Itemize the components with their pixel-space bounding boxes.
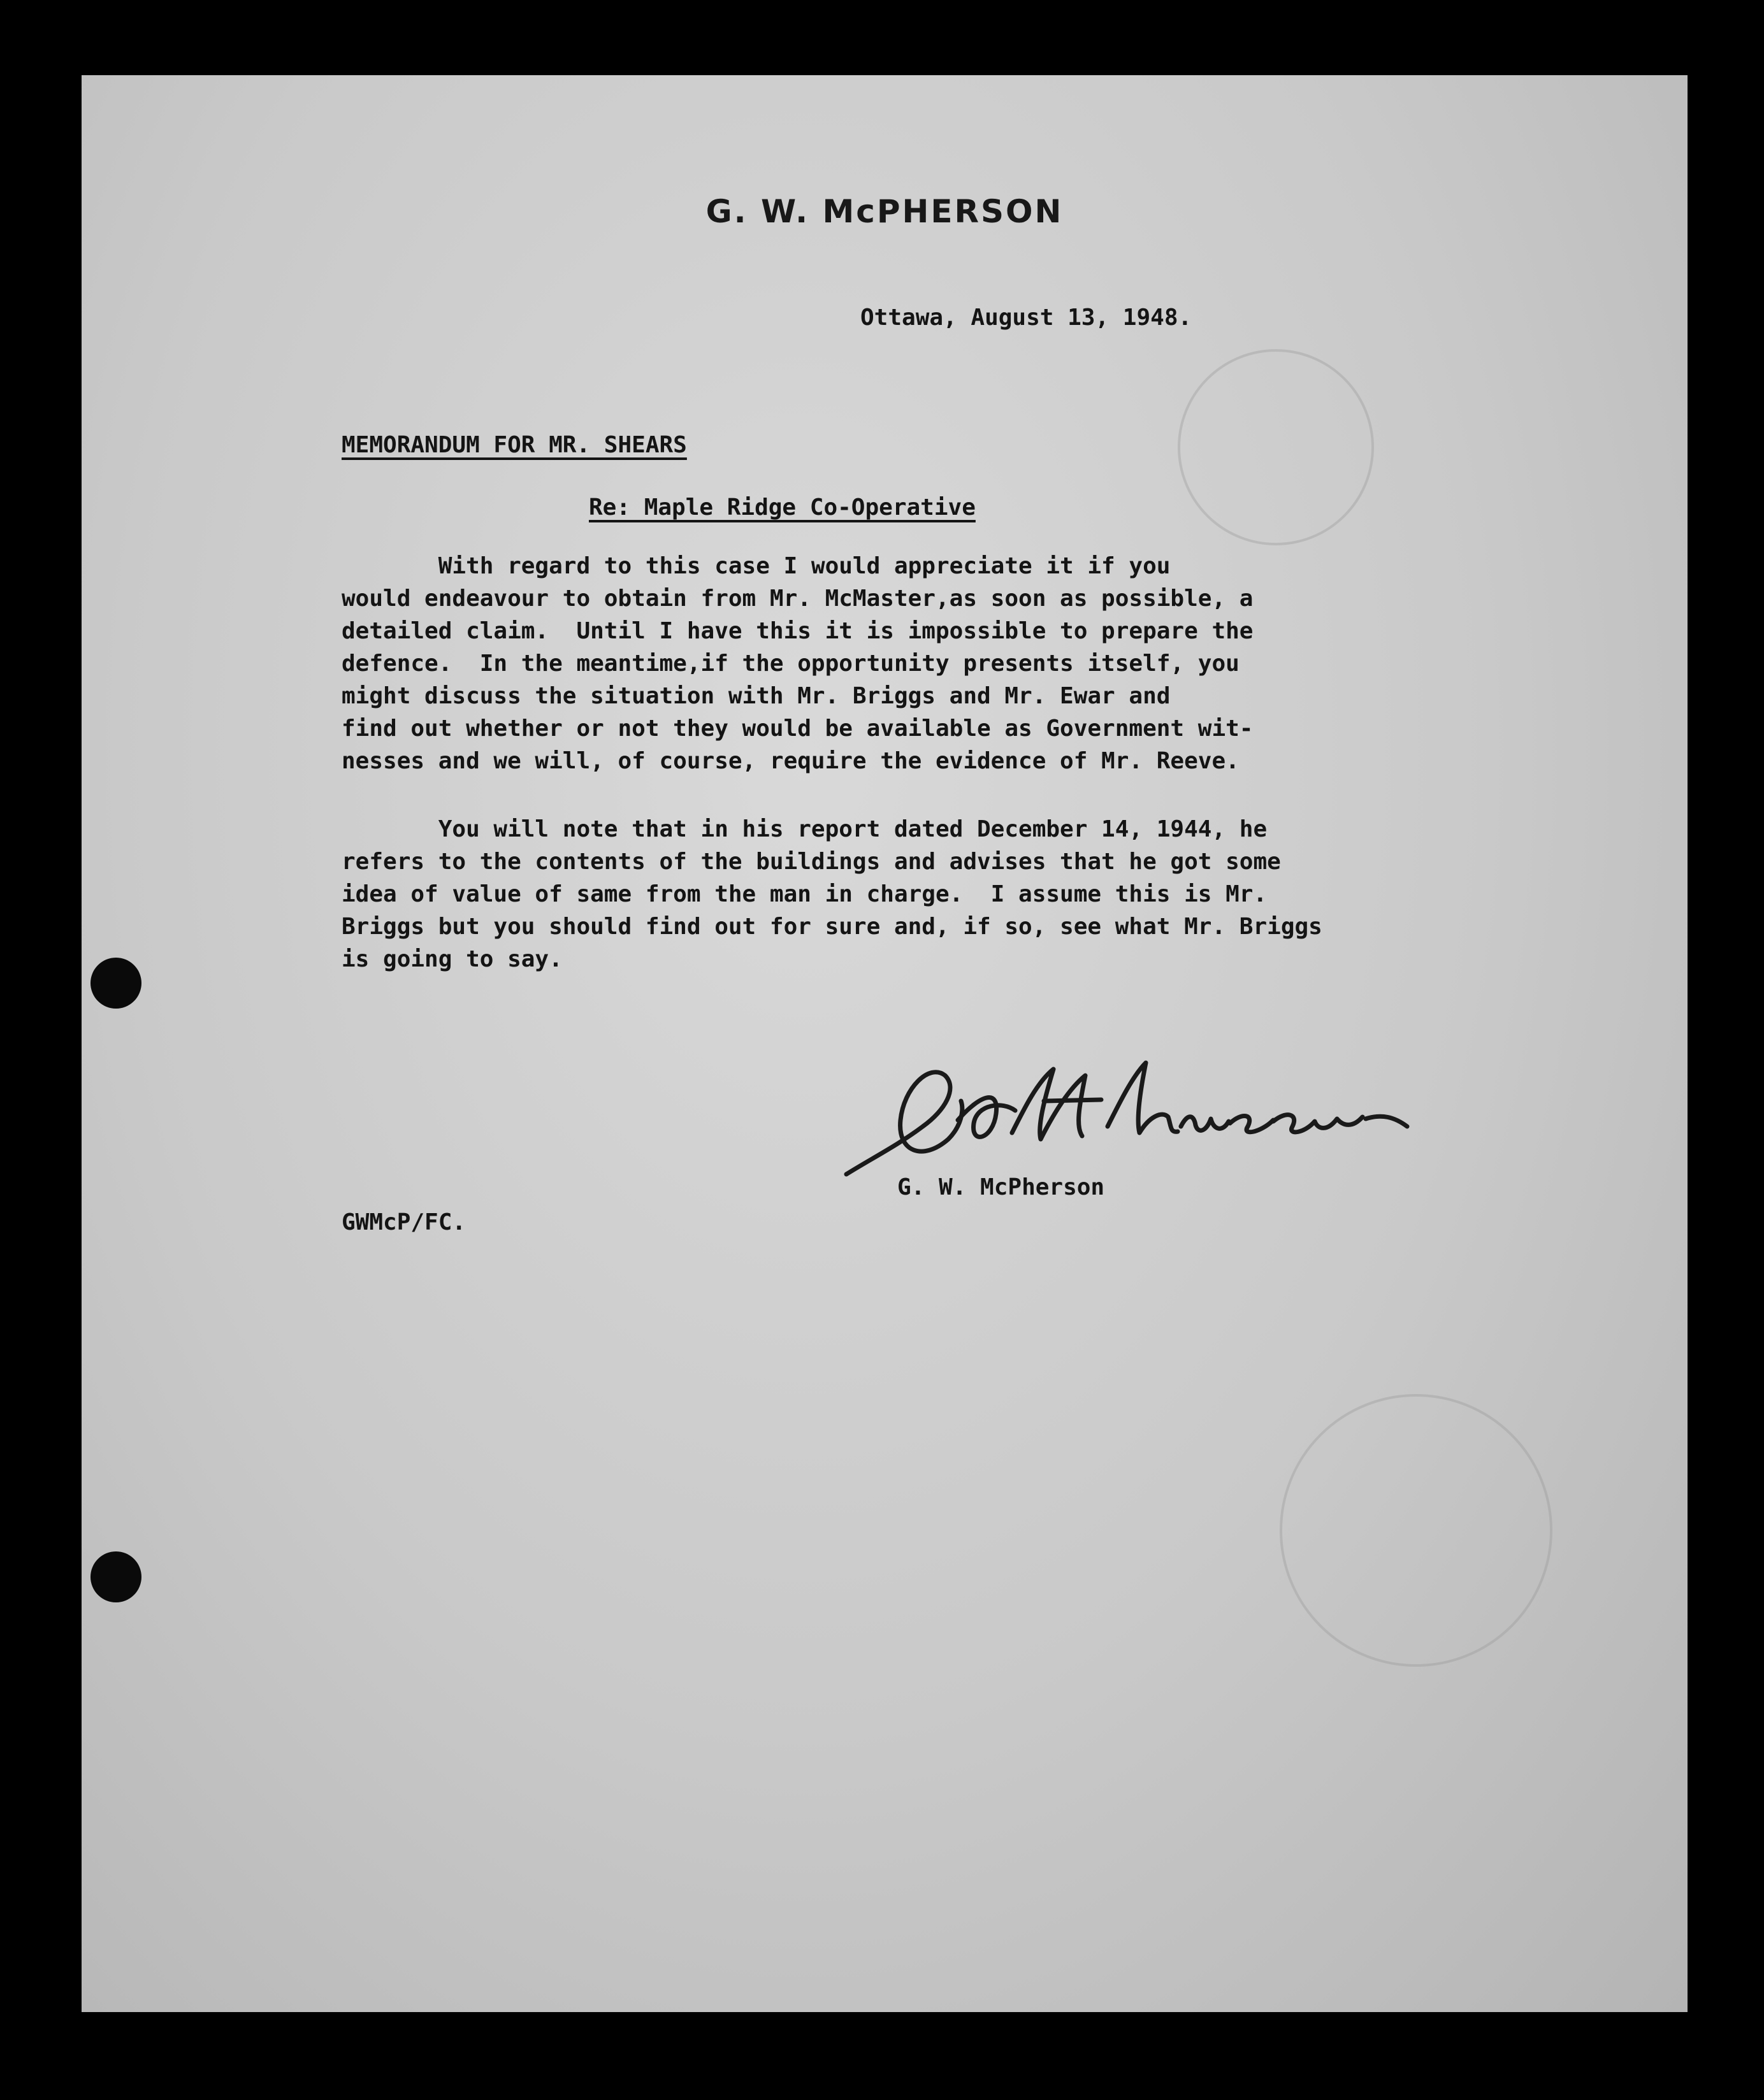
faint-stamp-mark (1178, 349, 1374, 545)
body-paragraph: You will note that in his report dated December 14, 1944, he refers to the contents of the buildings and advises that he got some idea of value of same from the man in charge. I assume this is Mr. Briggs but you should find out for sure and, if so, see what Mr. Briggs is going to say. (342, 816, 1322, 972)
punch-hole (90, 1551, 141, 1602)
reference-initials: GWMcP/FC. (342, 1209, 466, 1235)
memo-page (82, 75, 1688, 2012)
letterhead: G. W. McPHERSON (705, 193, 1064, 230)
faint-stamp-mark (1280, 1394, 1552, 1667)
memo-title: MEMORANDUM FOR MR. SHEARS (342, 432, 687, 458)
handwritten-signature (834, 1050, 1420, 1190)
punch-hole (90, 958, 141, 1009)
body-paragraph: With regard to this case I would appreciate it if you would endeavour to obtain from Mr. McMaster,as soon as possible, a detailed claim. Until I have this it is impossible to prepare the defence. In the meantime,if the opportunity presents itself, you might discuss the situation with Mr. Briggs and Mr. Ewar and find out whether or not they would be available as Government wit- nesses and we will, of course, require the evidence of Mr. Reeve. (342, 553, 1254, 774)
subject-line: Re: Maple Ridge Co-Operative (589, 494, 976, 521)
signature-name: G. W. McPherson (897, 1174, 1105, 1200)
dateline: Ottawa, August 13, 1948. (860, 305, 1192, 331)
